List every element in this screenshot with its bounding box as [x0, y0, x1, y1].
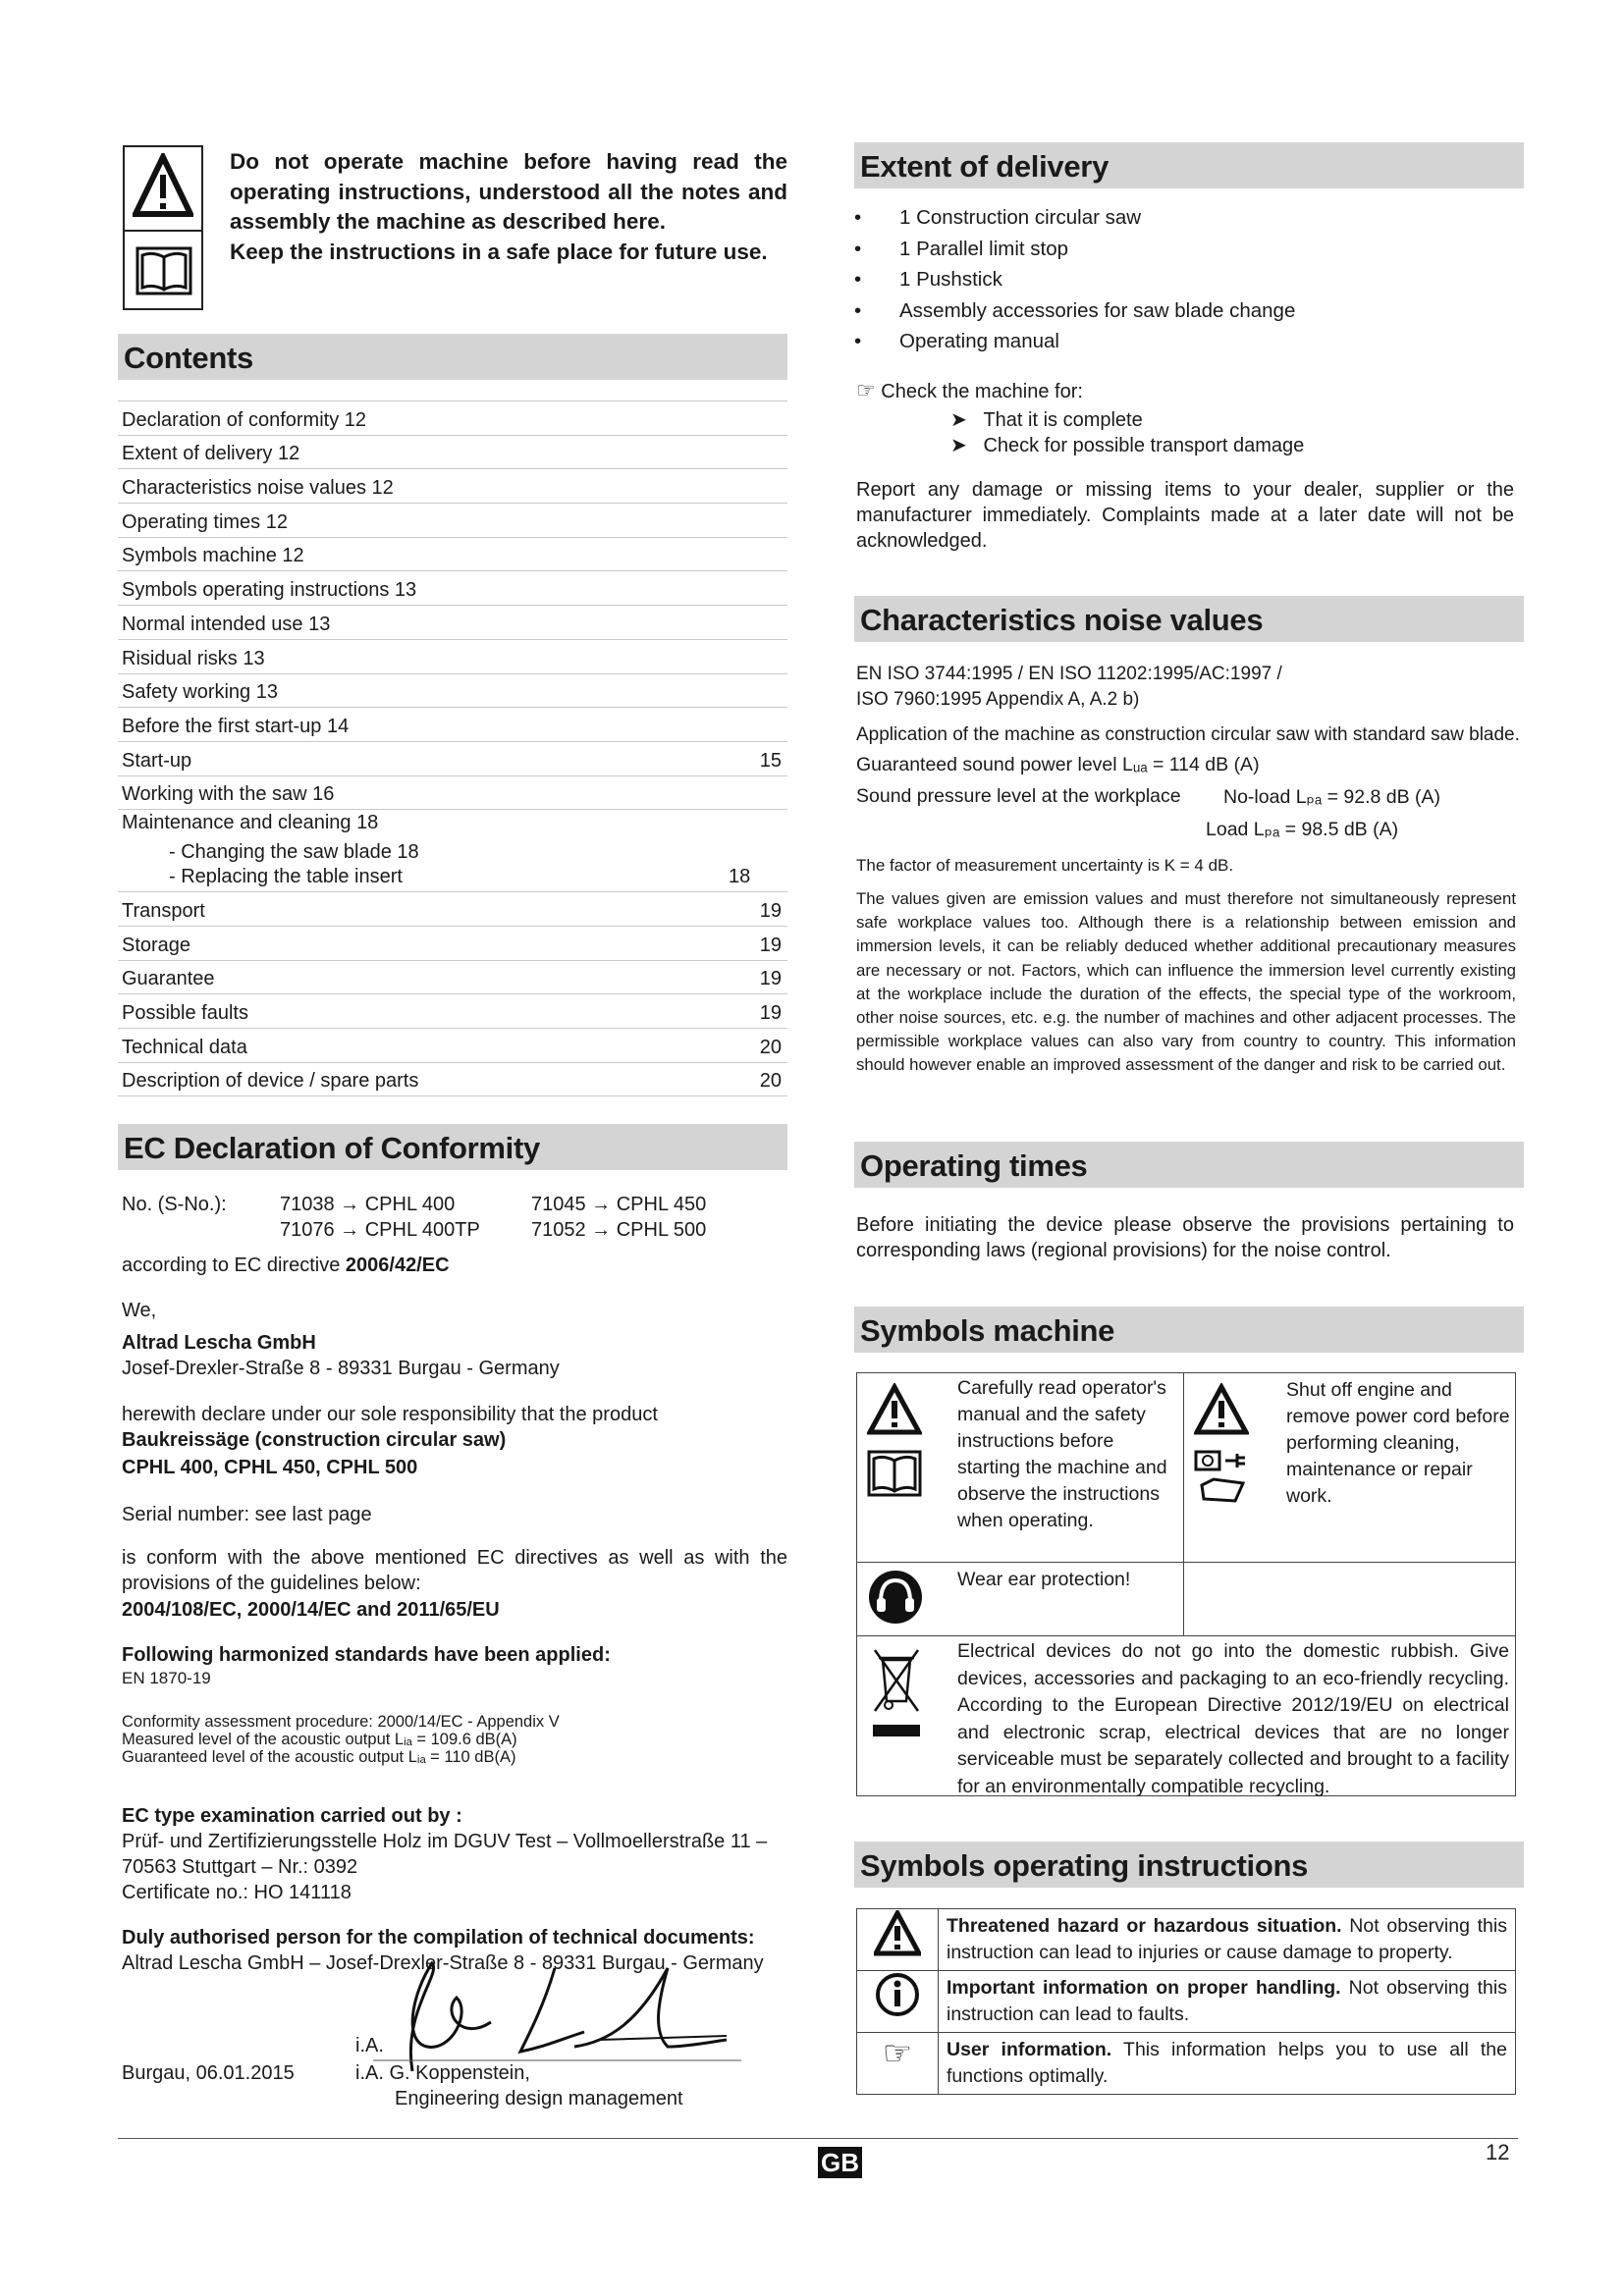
- symbol-weee-text: Electrical devices do not go into the domestic rubbish. Give devices, accessories and packaging to an eco-friendly recycling. According to the European Directive 2012/19/EU on electrical and electronic scrap, electrical devices that are no longer serviceable must be separately collected and brought to a facility for an environmentally compatible recycling.: [957, 1640, 1509, 1797]
- warning-line1: Do not operate machine before having read the operating instructions, understood all the notes and assembly the machine as described here.: [230, 149, 787, 234]
- toc-row[interactable]: [118, 927, 787, 961]
- product-models: CPHL 400, CPHL 450, CPHL 500: [122, 1457, 418, 1478]
- toc-label: Extent of delivery 12: [122, 443, 300, 465]
- symbols-machine-table: [856, 1372, 1516, 1796]
- noise-values-text: The values given are emission values and must therefore not simultaneously represent safe workplace values too. Although there is a relationship between emission and immersion levels, it can be reliably deduced whether additional precautionary measures are necessary or not. Factors, which can influence the immersion level currently existing at the workplace include the duration of the effects, the special type of the workroom, other noise sources, etc. e.g. the number of machines and other adjacent processes. The permissible workplace values can also vary from country to country. This information should however enable an improved assessment of the danger and risk to be carried out.: [856, 889, 1516, 1075]
- user-bold: User information.: [947, 2039, 1112, 2060]
- toc-row[interactable]: [118, 401, 787, 436]
- type-exam-line: 70563 Stuttgart – Nr.: 0392: [122, 1856, 358, 1878]
- model-row: 71038 → CPHL 400: [280, 1194, 456, 1215]
- symbol-ear-cell: [857, 1563, 1184, 1636]
- toc-row[interactable]: [118, 606, 787, 640]
- delivery-item: • Assembly accessories for saw blade change: [854, 299, 1295, 331]
- toc-label: Start-up: [122, 749, 192, 772]
- unplug-icon: [1194, 1450, 1253, 1509]
- toc-row[interactable]: [118, 776, 787, 811]
- harmonized-standard: EN 1870-19: [122, 1669, 211, 1687]
- info-icon-cell: [857, 1971, 939, 2033]
- check-item: [950, 433, 1304, 457]
- place-date: Burgau, 06.01.2015: [122, 2062, 295, 2084]
- symbols-machine-heading: Symbols machine: [854, 1307, 1524, 1353]
- contents-list: [118, 400, 787, 1096]
- report-text: Report any damage or missing items to your dealer, supplier or the manufacturer immediately. Complaints made at a later date will not be acknowledged.: [856, 479, 1514, 552]
- ia-label: i.A.: [355, 2035, 384, 2056]
- info-bold: Important information on proper handling.: [947, 1977, 1341, 1999]
- type-exam-line: Certificate no.: HO 141118: [122, 1882, 352, 1903]
- declaration-heading: EC Declaration of Conformity: [118, 1124, 787, 1170]
- directive-code: 2006/42/EC: [345, 1255, 450, 1276]
- toc-label: Working with the saw 16: [122, 783, 335, 806]
- toc-label: Declaration of conformity 12: [122, 408, 367, 431]
- warning-triangle-icon: [874, 1910, 921, 1957]
- toc-row[interactable]: [118, 742, 787, 776]
- crossed-bin-icon: [871, 1644, 922, 1742]
- assessment-line: Guaranteed level of the acoustic output Lᵢₐ = 110 dB(A): [122, 1748, 516, 1766]
- operating-times-heading: Operating times: [854, 1142, 1524, 1188]
- language-badge: GB: [818, 2147, 862, 2178]
- toc-label: Normal intended use 13: [122, 613, 331, 635]
- toc-label: Operating times 12: [122, 510, 288, 533]
- toc-row[interactable]: [118, 504, 787, 538]
- toc-page: 18: [729, 866, 751, 888]
- noise-pressure-label: Sound pressure level at the workplace: [856, 785, 1181, 807]
- toc-label: Guarantee: [122, 968, 215, 990]
- warning-triangle-icon: [1194, 1383, 1249, 1438]
- warning-icon-box: [123, 145, 203, 310]
- toc-label: Risidual risks 13: [122, 647, 265, 669]
- symbol-read-text: Carefully read operator's manual and the safety instructions before starting the machine and observe the instructions when operating.: [957, 1377, 1167, 1531]
- toc-row[interactable]: [118, 708, 787, 742]
- conform-text: is conform with the above mentioned EC directives as well as with the provisions of the guidelines below:: [122, 1547, 787, 1594]
- authorised-text: Altrad Lescha GmbH – Josef-Drexler-Straße 8 - 89331 Burgau - Germany: [122, 1952, 764, 1974]
- noise-load: Load Lₚₐ = 98.5 dB (A): [1206, 819, 1399, 840]
- assessment-line: Conformity assessment procedure: 2000/14/EC - Appendix V: [122, 1713, 560, 1731]
- noise-uncertainty: The factor of measurement uncertainty is K = 4 dB.: [856, 856, 1234, 875]
- serial-text: Serial number: see last page: [122, 1504, 372, 1525]
- arrow-bullet-icon: ➤: [950, 409, 967, 431]
- toc-row[interactable]: [118, 538, 787, 572]
- warning-line2: Keep the instructions in a safe place for future use.: [230, 239, 768, 264]
- company-address: Josef-Drexler-Straße 8 - 89331 Burgau - Germany: [122, 1358, 560, 1379]
- herewith-text: herewith declare under our sole responsibility that the product: [122, 1404, 658, 1425]
- footer-rule: [118, 2138, 1518, 2139]
- toc-page: 19: [759, 968, 782, 990]
- toc-row[interactable]: [118, 469, 787, 504]
- toc-row[interactable]: [118, 1063, 787, 1097]
- delivery-list: [854, 206, 1295, 361]
- toc-row-maintenance[interactable]: [118, 810, 787, 892]
- company-name: Altrad Lescha GmbH: [122, 1332, 316, 1354]
- warning-triangle-icon: [867, 1383, 922, 1438]
- toc-label: Symbols machine 12: [122, 545, 304, 567]
- toc-page: 15: [759, 749, 782, 772]
- toc-row[interactable]: [118, 961, 787, 995]
- info-circle-icon: [875, 1972, 920, 2017]
- model-row: 71052 → CPHL 500: [531, 1219, 707, 1241]
- manual-book-icon: [867, 1450, 922, 1497]
- operating-times-text: Before initiating the device please observe the provisions pertaining to corresponding laws (regional provisions) for the noise control.: [856, 1214, 1514, 1261]
- toc-label: Characteristics noise values 12: [122, 477, 394, 500]
- toc-page: 19: [759, 899, 782, 922]
- hazard-bold: Threatened hazard or hazardous situation.: [947, 1915, 1342, 1937]
- manual-book-icon: [135, 243, 193, 298]
- symbols-instr-heading: Symbols operating instructions: [854, 1842, 1524, 1888]
- toc-sublabel: - Changing the saw blade 18: [169, 841, 419, 864]
- noise-guaranteed: Guaranteed sound power level Lᵤₐ = 114 dB (A): [856, 754, 1260, 775]
- authorised-title: Duly authorised person for the compilation of technical documents:: [122, 1927, 755, 1949]
- toc-label: Technical data: [122, 1036, 247, 1058]
- directive-prefix: according to EC directive: [122, 1255, 346, 1276]
- toc-label: Transport: [122, 899, 205, 922]
- toc-page: 20: [759, 1036, 782, 1058]
- info-text: [939, 1971, 1516, 2033]
- hazard-text: [939, 1909, 1516, 1971]
- type-exam-line: Prüf- und Zertifizierungsstelle Holz im DGUV Test – Vollmoellerstraße 11 –: [122, 1831, 768, 1852]
- toc-row[interactable]: [118, 994, 787, 1029]
- symbol-empty-cell: [1184, 1563, 1516, 1636]
- check-label: Check the machine for:: [881, 381, 1083, 402]
- delivery-item: • Operating manual: [854, 330, 1295, 361]
- toc-row[interactable]: [118, 640, 787, 674]
- toc-label: Maintenance and cleaning 18: [122, 812, 379, 834]
- directive-line: [122, 1253, 450, 1278]
- contents-heading: Contents: [118, 334, 787, 380]
- harmonized-title: Following harmonized standards have been applied:: [122, 1644, 611, 1666]
- symbol-shutoff-text: Shut off engine and remove power cord before performing cleaning, maintenance or repair work.: [1286, 1379, 1510, 1507]
- model-row: 71045 → CPHL 450: [531, 1194, 707, 1215]
- symbols-instr-table: [856, 1908, 1516, 2095]
- guidelines-text: 2004/108/EC, 2000/14/EC and 2011/65/EU: [122, 1599, 500, 1621]
- toc-row[interactable]: [118, 1029, 787, 1063]
- noise-heading: Characteristics noise values: [854, 596, 1524, 642]
- toc-page: 19: [759, 1002, 782, 1024]
- arrow-bullet-icon: ➤: [950, 435, 967, 456]
- check-item-text: Check for possible transport damage: [983, 435, 1305, 456]
- we-text: We,: [122, 1300, 157, 1321]
- noise-standard: EN ISO 3744:1995 / EN ISO 11202:1995/AC:1997 /: [856, 664, 1282, 684]
- toc-label: Description of device / spare parts: [122, 1070, 419, 1093]
- info-desc: Not observing this instruction can lead to faults.: [947, 1977, 1507, 2025]
- hazard-icon-cell: [857, 1909, 939, 1971]
- toc-sublabel: - Replacing the table insert: [169, 866, 403, 888]
- delivery-item: • 1 Pushstick: [854, 268, 1295, 299]
- user-desc: This information helps you to use all the functions optimally.: [947, 2039, 1507, 2087]
- warning-text: [230, 147, 787, 267]
- toc-label: Before the first start-up 14: [122, 715, 350, 737]
- pointing-hand-icon: ☞: [882, 2035, 913, 2072]
- toc-label: Safety working 13: [122, 681, 278, 704]
- toc-row[interactable]: [118, 571, 787, 606]
- noise-standard: ISO 7960:1995 Appendix A, A.2 b): [856, 689, 1140, 710]
- signature-image: [373, 1953, 746, 2091]
- declaration-no-label: No. (S-No.):: [122, 1194, 227, 1215]
- toc-row[interactable]: [118, 892, 787, 927]
- hazard-desc: Not observing this instruction can lead to injuries or cause damage to property.: [947, 1915, 1507, 1963]
- user-icon-cell: [857, 2033, 939, 2095]
- check-item-text: That it is complete: [983, 409, 1143, 431]
- symbol-read-cell: [857, 1373, 1184, 1563]
- pointing-hand-icon: ☞: [856, 378, 876, 402]
- model-row: 71076 → CPHL 400TP: [280, 1219, 480, 1241]
- toc-page: 19: [759, 934, 782, 956]
- ear-protection-icon: [867, 1569, 924, 1626]
- symbol-weee-cell: [857, 1636, 1516, 1796]
- toc-label: Symbols operating instructions 13: [122, 579, 417, 602]
- toc-row[interactable]: [118, 436, 787, 470]
- signatory-role: Engineering design management: [395, 2088, 683, 2109]
- delivery-heading: Extent of delivery: [854, 142, 1524, 188]
- delivery-item: • 1 Construction circular saw: [854, 206, 1295, 238]
- user-text: [939, 2033, 1516, 2095]
- product-name: Baukreissäge (construction circular saw): [122, 1429, 507, 1451]
- toc-label: Storage: [122, 934, 191, 956]
- delivery-item: • 1 Parallel limit stop: [854, 238, 1295, 269]
- noise-application: Application of the machine as construction circular saw with standard saw blade.: [856, 724, 1520, 745]
- page-number: 12: [1486, 2140, 1510, 2164]
- toc-page: 20: [759, 1070, 782, 1093]
- check-item: [950, 407, 1143, 432]
- toc-label: Possible faults: [122, 1002, 248, 1024]
- check-line: [856, 378, 1083, 403]
- signatory: i.A. G. Koppenstein,: [355, 2062, 530, 2084]
- toc-row[interactable]: [118, 674, 787, 709]
- noise-noload: No-load Lₚₐ = 92.8 dB (A): [1223, 786, 1441, 808]
- symbol-shutoff-cell: [1184, 1373, 1516, 1563]
- type-exam-title: EC type examination carried out by :: [122, 1805, 462, 1827]
- symbol-ear-text: Wear ear protection!: [957, 1569, 1131, 1590]
- warning-triangle-icon: [133, 153, 193, 222]
- assessment-line: Measured level of the acoustic output Lᵢₐ = 109.6 dB(A): [122, 1731, 517, 1748]
